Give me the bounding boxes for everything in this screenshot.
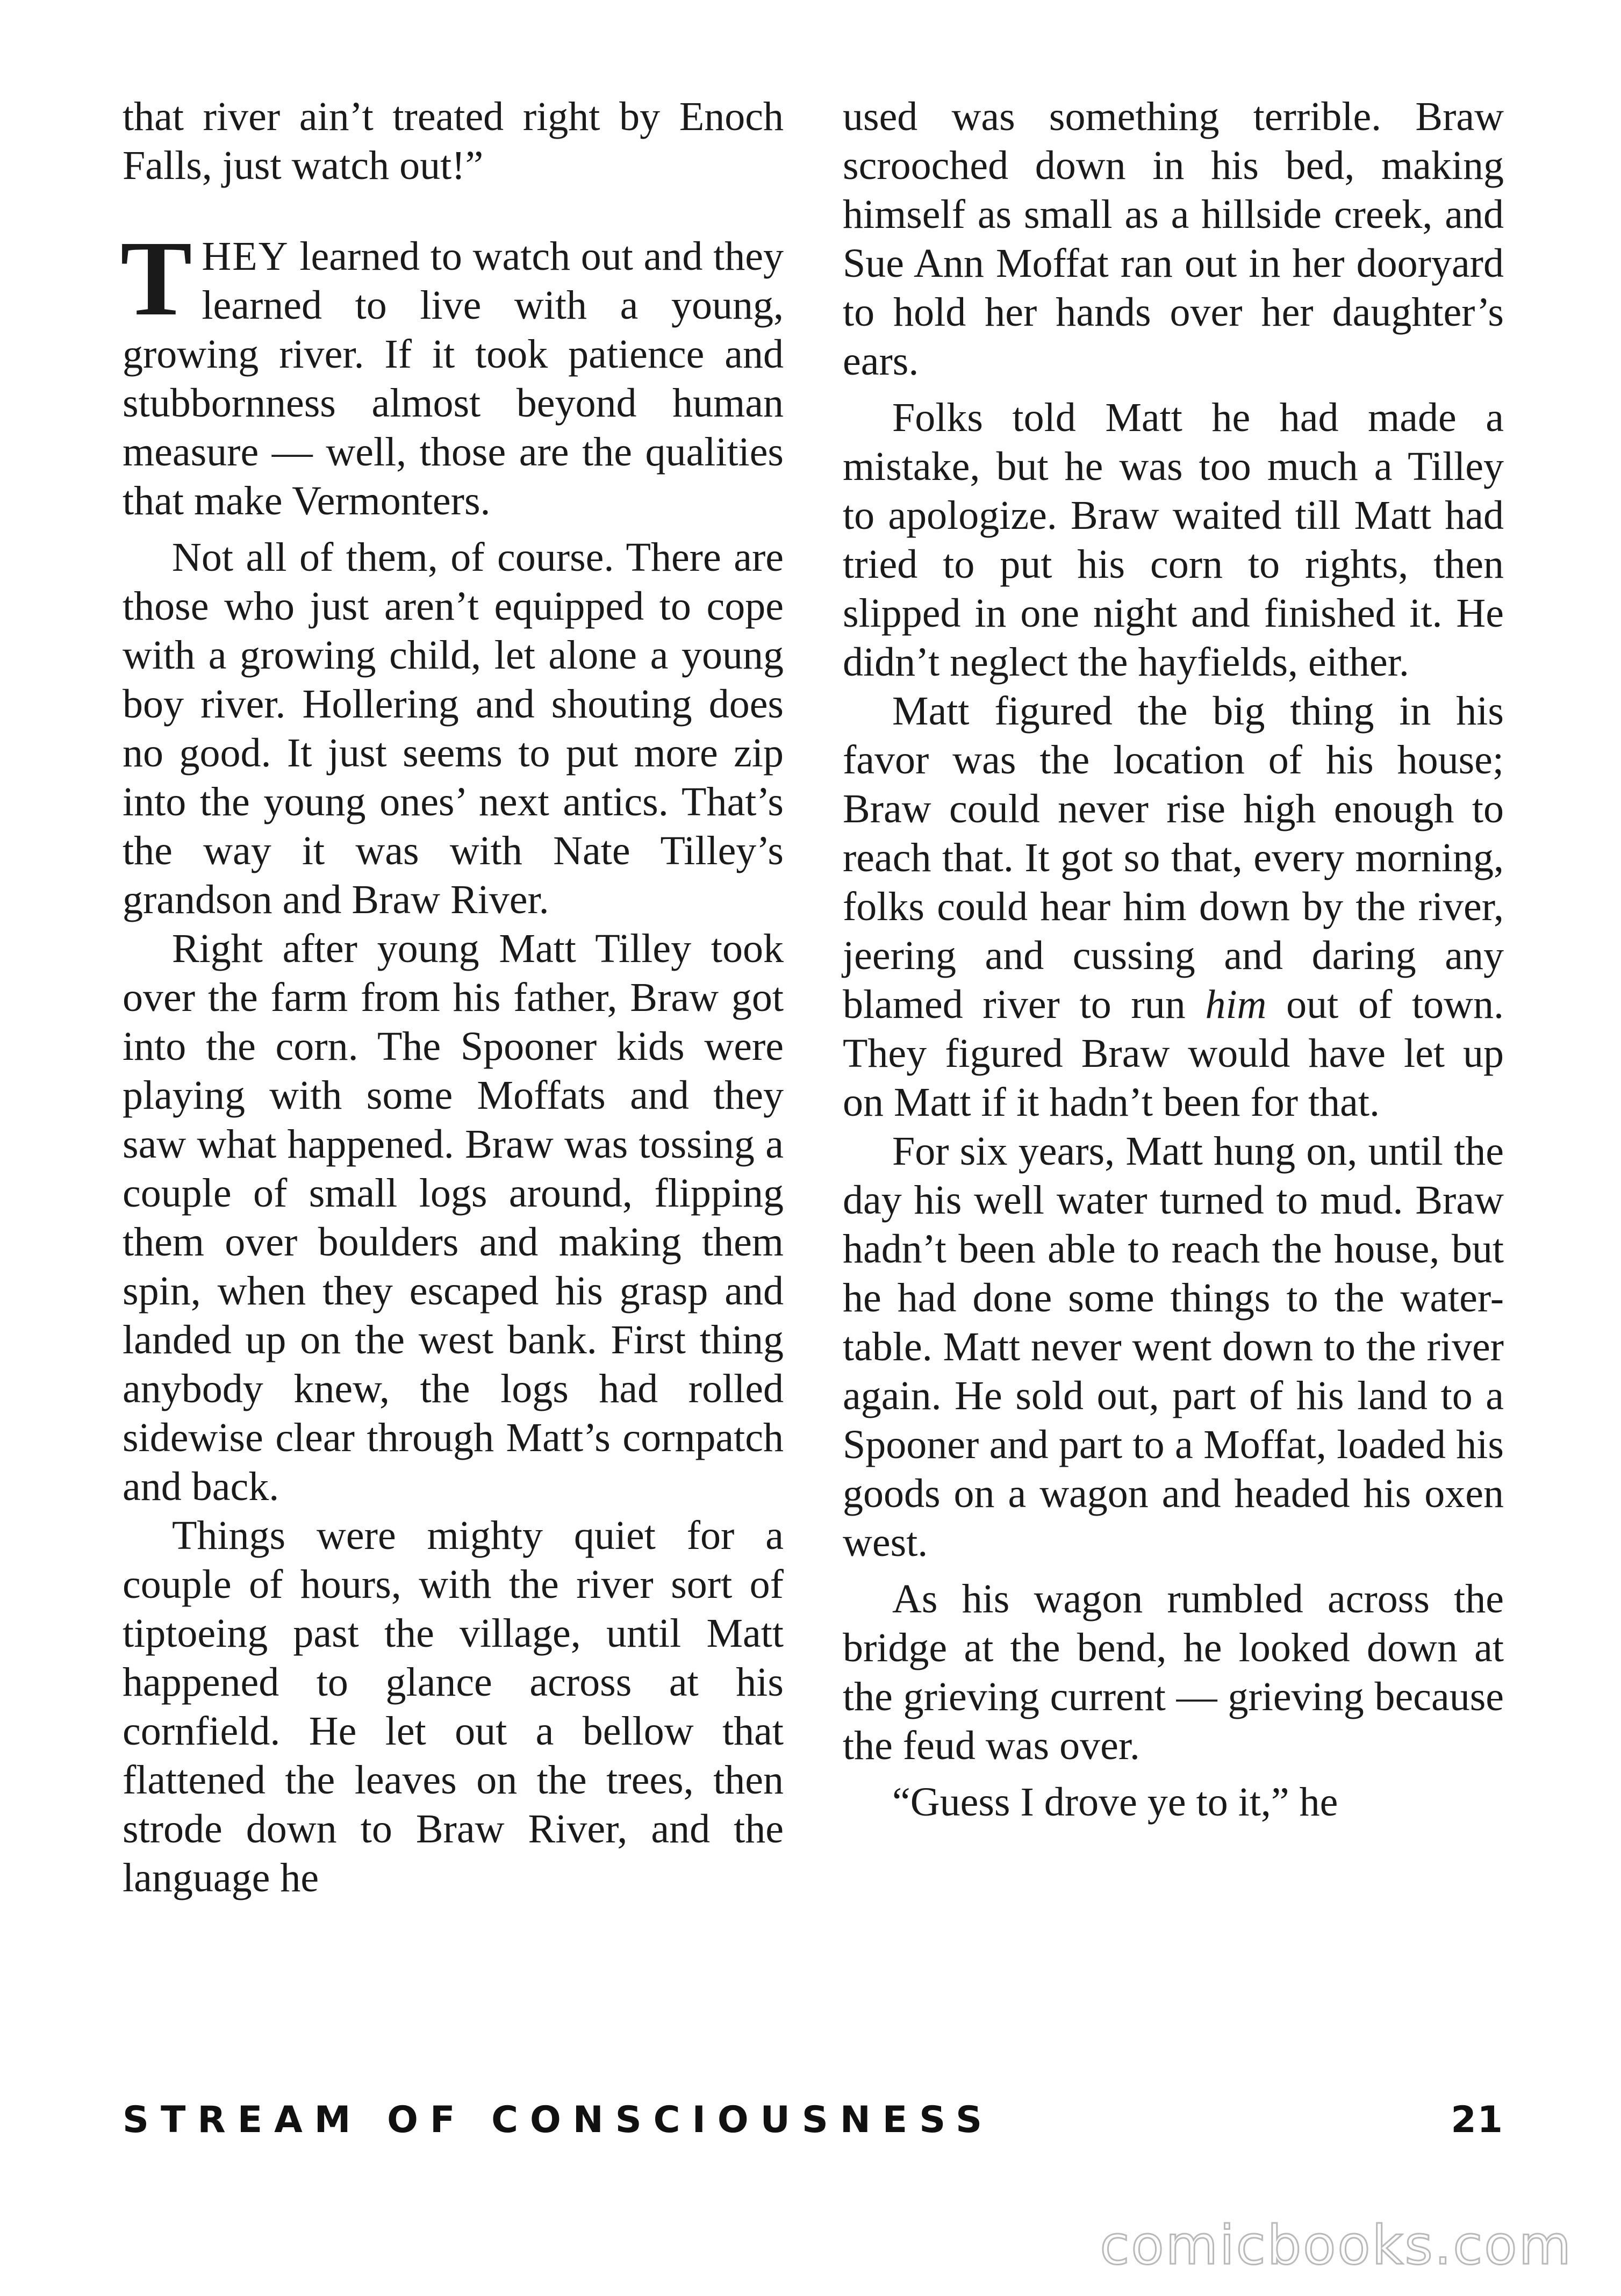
- page-number: 21: [1451, 2099, 1504, 2141]
- right-column: [843, 92, 1504, 1827]
- page-footer: [123, 2099, 1504, 2141]
- watermark-logo: comicbooks.com: [1100, 2214, 1573, 2277]
- running-title: STREAM OF CONSCIOUSNESS: [123, 2099, 994, 2141]
- paragraph: [843, 687, 1504, 1127]
- paragraph: As his wagon rumbled across the bridge at the bend, he looked down at the grieving current — grieving because the feud was over.: [843, 1576, 1504, 1768]
- paragraph-text: Matt figured the big thing in his favor was the location of his house; Braw could never rise high enough to reach that. It got so that, every morning, folks could hear him down by the river, jeering and cussing and daring any blamed river to run: [843, 688, 1504, 1027]
- drop-cap: T: [120, 219, 192, 338]
- paragraph: “Guess I drove ye to it,” he: [892, 1780, 1338, 1825]
- paragraph: For six years, Matt hung on, until the day his well water turned to mud. Braw hadn’t been able to reach the house, but he had done some things to the water-table. Matt never went down to the river again. He sold out, part of his land to a Spooner and part to a Moffat, loaded his goods on a wagon and headed his oxen west.: [843, 1129, 1504, 1565]
- left-column: [120, 92, 784, 1903]
- emphasized-word: him: [1205, 982, 1267, 1027]
- paragraph: Not all of them, of course. There are those who just aren’t equipped to cope with a growing child, let alone a young boy river. Hollering and shouting does no good. It just seems to put more zip into the young ones’ next antics. That’s the way it was with Nate Tilley’s grandson and Braw River.: [123, 535, 784, 922]
- section-opening-paragraph: [120, 219, 784, 526]
- paragraph: Things were mighty quiet for a couple of hours, with the river sort of tiptoeing past the village, until Matt happened to glance across at his cornfield. He let out a bellow that flattened the leaves on the trees, then strode down to Braw River, and the language he: [123, 1513, 784, 1900]
- paragraph-text: out of town. They figured Braw would have let up on Matt if it hadn’t been for that.: [843, 982, 1504, 1125]
- paragraph: Folks told Matt he had made a mistake, but he was too much a Tilley to apologize. Braw waited till Matt had tried to put his corn to rights, then slipped in one night and finished it. He didn’t neglect the hayfields, either.: [843, 395, 1504, 685]
- paragraph: used was something terrible. Braw scrooched down in his bed, making himself as small as a hillside creek, and Sue Ann Moffat ran out in her dooryard to hold her hands over her daughter’s ears.: [843, 94, 1504, 384]
- paragraph-text: learned to watch out and they learned to live with a young, growing river. If it took patience and stubbornness almost beyond human measure — well, those are the qualities that make Vermonters.: [123, 234, 784, 523]
- paragraph: that river ain’t treated right by Enoch Falls, just watch out!”: [123, 94, 784, 188]
- paragraph: Right after young Matt Tilley took over the farm from his father, Braw got into the corn. The Spooner kids were playing with some Moffats and they saw what happened. Braw was tossing a couple of small logs around, flipping them over boulders and making them spin, when they escaped his grasp and landed up on the west bank. First thing anybody knew, the logs had rolled sidewise clear through Matt’s cornpatch and back.: [123, 926, 784, 1509]
- lead-in-word: HEY: [202, 234, 289, 279]
